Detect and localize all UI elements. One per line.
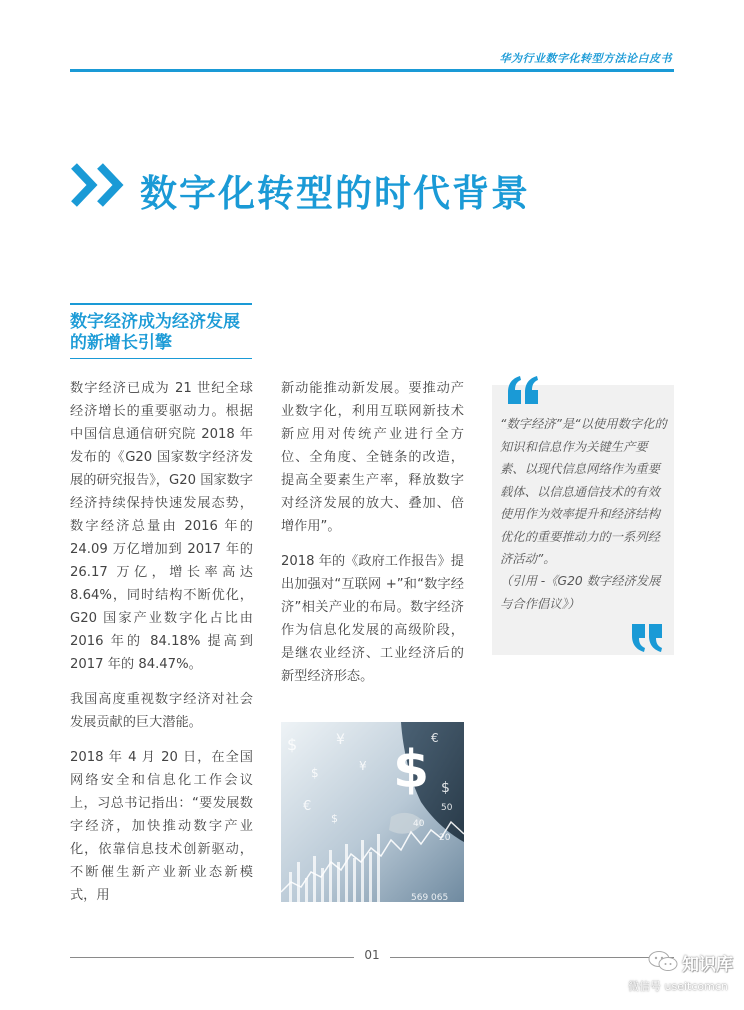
- header-title: 华为行业数字化转型方法论白皮书: [499, 52, 672, 65]
- section-heading-line2: 的新增长引擎: [70, 333, 172, 353]
- photo-yen-symbol: ¥: [336, 732, 345, 748]
- paragraph: 数字经济已成为 21 世纪全球经济增长的重要驱动力。根据中国信息通信研究院 2018 年发布的《G20 国家数字经济发展的研究报告》，G20 国家数字经济持续保持快速发展态势，数字经济总量由 2016 年的 24.09 万亿增加到 2017 年的 26.17 万亿，增长率高达 8.64%，同时结构不断优化，G20 国家产业数字化占比由 2016 年的 84.18% 提高到 2017 年的 84.47%。: [70, 381, 253, 672]
- paragraph: 我国高度重视数字经济对社会发展贡献的巨大潜能。: [70, 692, 253, 730]
- digital-finance-photo: [281, 722, 464, 902]
- open-quote-icon: [506, 374, 540, 408]
- photo-percent-b: 40: [413, 819, 425, 829]
- watermark-name: 知识库: [682, 955, 733, 975]
- photo-percent-a: 50: [441, 803, 453, 813]
- page-number: 01: [364, 948, 380, 962]
- photo-number: 569 065: [411, 893, 449, 902]
- section-rule-bottom: [70, 358, 252, 359]
- photo-percent-c: 20: [439, 833, 451, 843]
- wechat-icon: [648, 950, 678, 972]
- chapter-title: 数字化转型的时代背景: [140, 172, 530, 215]
- watermark-id: 微信号 useitcomcn: [628, 980, 728, 993]
- photo-yen-symbol: ¥: [359, 759, 367, 773]
- section-heading: [70, 312, 260, 354]
- double-chevron-right-icon: [70, 160, 130, 210]
- section-heading-line1: 数字经济成为经济发展: [70, 312, 240, 332]
- body-column-2: [281, 377, 464, 700]
- footer-rule-right: [390, 957, 674, 958]
- close-quote-icon: [630, 620, 664, 654]
- photo-dollar-symbol: $: [331, 812, 338, 825]
- footer-rule-left: [70, 957, 354, 958]
- quote-citation: （引用 -《G20 数字经济发展与合作倡议》）: [500, 574, 661, 611]
- photo-euro-symbol: €: [303, 799, 312, 814]
- quote-text: “数字经济”是“以使用数字化的知识和信息作为关键生产要素、以现代信息网络作为重要载体、以信息通信技术的有效使用作为效率提升和经济结构优化的重要推动力的一系列经济活动”。: [500, 417, 667, 566]
- paragraph: 2018 年 4 月 20 日，在全国网络安全和信息化工作会议上，习总书记指出：“要发展数字经济，加快推动数字产业化，依靠信息技术创新驱动，不断催生新产业新业态新模式，用: [70, 750, 253, 903]
- photo-dollar-symbol: $: [311, 766, 319, 780]
- body-column-1: [70, 377, 253, 919]
- section-rule-top: [70, 303, 252, 305]
- paragraph: 2018 年的《政府工作报告》提出加强对“互联网 +”和“数字经济”相关产业的布局。数字经济作为信息化发展的高级阶段，是继农业经济、工业经济后的新型经济形态。: [281, 554, 464, 684]
- header-rule: [70, 69, 674, 72]
- photo-big-dollar: $: [393, 740, 430, 800]
- photo-dollar-symbol: $: [441, 780, 450, 796]
- photo-euro-symbol: €: [431, 731, 439, 745]
- photo-dollar-symbol: $: [287, 735, 298, 754]
- paragraph: 新动能推动新发展。要推动产业数字化，利用互联网新技术新应用对传统产业进行全方位、全角度、全链条的改造，提高全要素生产率，释放数字对经济发展的放大、叠加、倍增作用”。: [281, 381, 464, 534]
